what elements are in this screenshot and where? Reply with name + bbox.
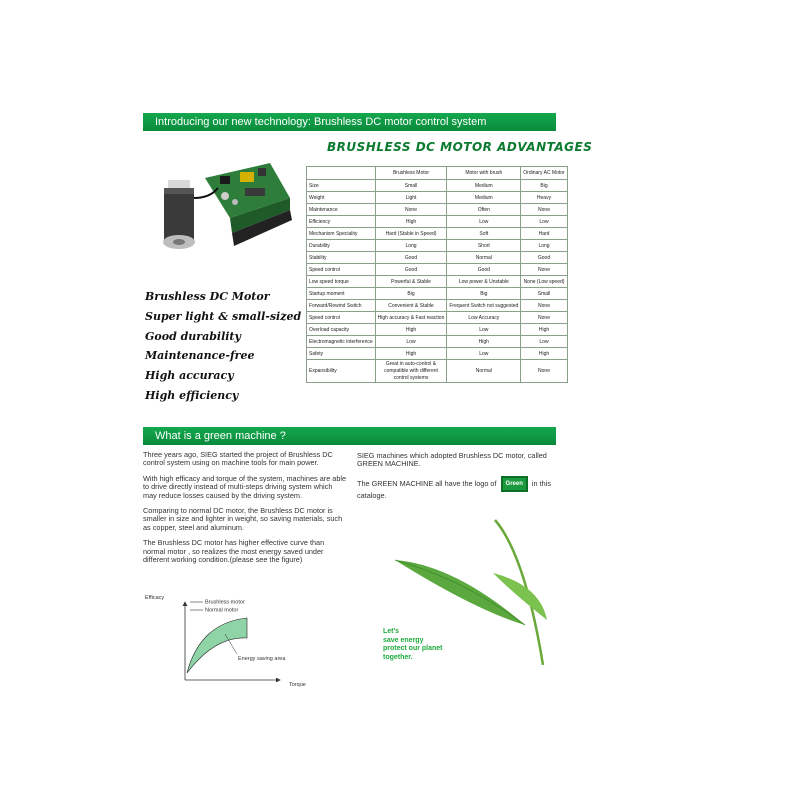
table-cell: Good [447, 264, 521, 276]
banner-title: Introducing our new technology: Brushless DC motor control system [155, 116, 487, 128]
slogan-line: save energy [383, 636, 424, 644]
table-cell: None (Low speed) [521, 276, 567, 288]
feature-item: Brushless DC Motor [145, 290, 270, 303]
table-cell: Great in auto-control & compatible with different control systems [375, 360, 447, 383]
section-banner-technology [143, 113, 556, 131]
table-row [307, 300, 568, 312]
table-cell: Heavy [521, 192, 567, 204]
table-row [307, 180, 568, 192]
right-column-text [357, 452, 557, 508]
table-cell: Size [307, 180, 376, 192]
table-cell: Durability [307, 240, 376, 252]
table-cell: Startup moment [307, 288, 376, 300]
table-cell: Low [521, 336, 567, 348]
table-cell: None [521, 204, 567, 216]
table-cell: High [447, 336, 521, 348]
paragraph: Three years ago, SIEG started the project of Brushless DC control system using on machine tools for main power. [143, 450, 333, 468]
table-cell: Good [375, 264, 447, 276]
table-cell: Soft [447, 228, 521, 240]
table-header-cell: Ordinary AC Motor [521, 167, 567, 180]
table-row [307, 348, 568, 360]
table-cell: Overload capacity [307, 324, 376, 336]
table-cell: Speed control [307, 264, 376, 276]
table-row [307, 228, 568, 240]
table-row [307, 192, 568, 204]
table-cell: Powerful & Stable [375, 276, 447, 288]
table-cell: Low Accuracy [447, 312, 521, 324]
table-cell: Long [521, 240, 567, 252]
table-cell: Often [447, 204, 521, 216]
feature-item: High efficiency [145, 388, 239, 402]
table-cell: Low [375, 336, 447, 348]
table-cell: Expansibility [307, 360, 376, 383]
table-cell: Low [521, 216, 567, 228]
table-row [307, 216, 568, 228]
table-cell: Short [447, 240, 521, 252]
slogan-line: protect our planet [383, 645, 443, 652]
paragraph: With high efficacy and torque of the system, machines are able to drive directly instead of multi-steps driving system which may reduce losses caused by the driving system. [143, 473, 347, 500]
leaf-slogan [383, 628, 443, 662]
slogan-line: together. [383, 653, 413, 661]
banner-title: What is a green machine ? [155, 430, 286, 442]
table-cell: Good [375, 252, 447, 264]
table-row [307, 336, 568, 348]
efficacy-torque-chart [145, 588, 345, 688]
feature-item: Maintenance-free [145, 349, 255, 363]
table-cell: Medium [447, 180, 521, 192]
table-cell: Medium [447, 192, 521, 204]
table-row [307, 288, 568, 300]
legend-label-normal: Normal motor [205, 607, 239, 614]
table-cell: Forward/Rewind Switch [307, 300, 376, 312]
table-cell: Big [447, 288, 521, 300]
table-cell: High [521, 324, 567, 336]
table-cell: Frequent Switch not suggested [447, 300, 521, 312]
section-banner-green-machine [143, 427, 556, 445]
table-cell: Maintenance [307, 204, 376, 216]
paragraph-text: The GREEN MACHINE all have the logo of [357, 478, 497, 488]
table-cell: Good [521, 252, 567, 264]
table-cell: Convenient & Stable [375, 300, 447, 312]
y-axis-label: Efficacy [145, 595, 165, 601]
table-header-cell: Motor with brush [447, 167, 521, 180]
table-cell: Safety [307, 348, 376, 360]
green-logo-badge: Green [501, 476, 528, 492]
motor-controller-image [150, 158, 296, 258]
table-header-row [307, 167, 568, 180]
table-cell: None [521, 312, 567, 324]
table-cell: None [521, 360, 567, 383]
table-cell: Low power & Unstable [447, 276, 521, 288]
paragraph: Comparing to normal DC motor, the Brushless DC motor is smaller in size and lighter in weight, so saving materials, such as copper, steel and aluminum. [143, 506, 343, 532]
table-cell: Stability [307, 252, 376, 264]
table-cell: High [375, 348, 447, 360]
x-axis-label: Torque [289, 682, 306, 688]
table-cell: Big [521, 180, 567, 192]
table-row [307, 240, 568, 252]
table-cell: Hard (Stable in Speed) [375, 228, 447, 240]
table-cell: Electromagnetic interference [307, 336, 376, 348]
table-cell: High [375, 324, 447, 336]
table-cell: High [375, 216, 447, 228]
table-cell: Normal [447, 360, 521, 383]
slogan-line: Let's [383, 628, 400, 635]
table-cell: None [521, 300, 567, 312]
advantages-table [306, 166, 568, 383]
paragraph [357, 476, 557, 501]
table-row [307, 324, 568, 336]
table-cell: Low [447, 348, 521, 360]
feature-item: High accuracy [145, 369, 234, 383]
table-row [307, 264, 568, 276]
paragraph: SIEG machines which adopted Brushless DC motor, called GREEN MACHINE. [357, 451, 547, 469]
table-cell: High [521, 348, 567, 360]
left-column-text [143, 451, 348, 571]
energy-saving-area [187, 618, 247, 673]
table-cell: Light [375, 192, 447, 204]
table-cell: Low speed torque [307, 276, 376, 288]
table-cell: Small [521, 288, 567, 300]
paragraph-text: in this cataloge. [357, 478, 551, 501]
table-row [307, 360, 568, 383]
table-cell: Long [375, 240, 447, 252]
table-cell: Big [375, 288, 447, 300]
table-cell: Low [447, 216, 521, 228]
advantages-title: BRUSHLESS DC MOTOR ADVANTAGES [327, 140, 593, 154]
table-cell: Normal [447, 252, 521, 264]
table-cell: Weight [307, 192, 376, 204]
table-row [307, 252, 568, 264]
table-cell: Hard [521, 228, 567, 240]
table-row [307, 312, 568, 324]
paragraph: The Brushless DC motor has higher effective curve than normal motor , so realizes the most energy saved under different working condition.(please see the figure) [143, 538, 325, 565]
table-cell: Efficiency [307, 216, 376, 228]
feature-item: Good durability [145, 329, 241, 343]
feature-list [145, 287, 301, 406]
table-cell: Low [447, 324, 521, 336]
legend-label-brushless: Brushless motor [205, 599, 245, 606]
table-cell: None [375, 204, 447, 216]
table-cell: Speed control [307, 312, 376, 324]
table-header-cell [307, 167, 376, 180]
table-row [307, 204, 568, 216]
table-header-cell: Brushless Motor [375, 167, 447, 180]
table-cell: Mechanism Speciality [307, 228, 376, 240]
table-cell: High accuracy & Fast reaction [375, 312, 447, 324]
feature-item: Super light & small-sized [145, 309, 302, 323]
table-row [307, 276, 568, 288]
table-cell: Small [375, 180, 447, 192]
annotation-text: Energy saving area [238, 656, 286, 662]
table-cell: None [521, 264, 567, 276]
